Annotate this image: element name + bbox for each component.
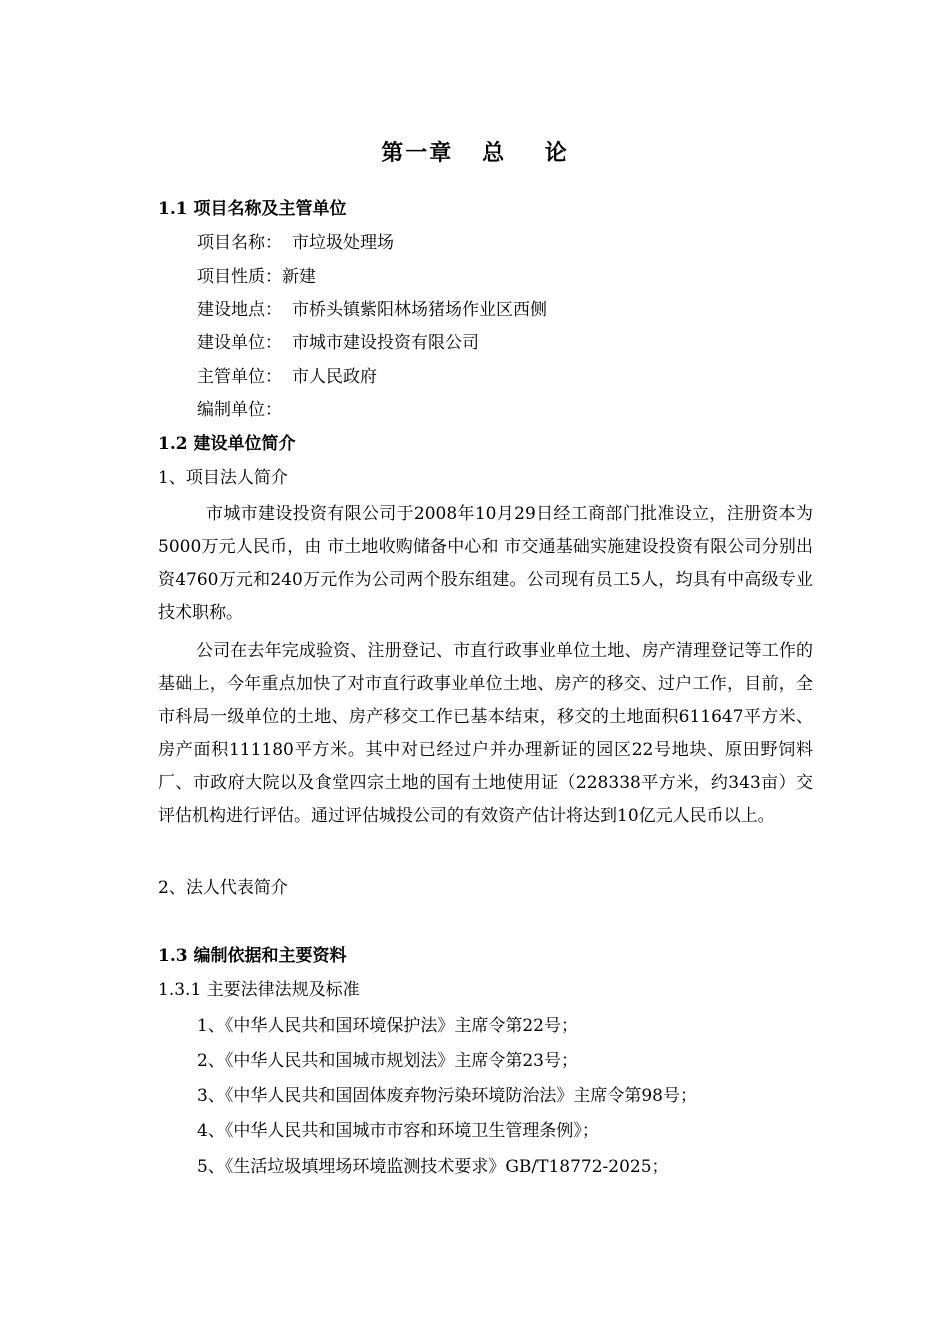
section-1-2-heading: 1.2 建设单位简介 xyxy=(158,434,296,454)
list-item: 4、《中华人民共和国城市市容和环境卫生管理条例》； xyxy=(197,1121,599,1141)
field-label: 建设单位： xyxy=(197,333,282,353)
field-value: 市桥头镇紫阳林场猪场作业区西侧 xyxy=(292,300,547,320)
field-label: 建设地点： xyxy=(197,300,282,320)
field-label: 编制单位： xyxy=(197,400,282,420)
field-label: 主管单位： xyxy=(197,367,282,387)
field-value: 市垃圾处理场 xyxy=(292,233,394,253)
field-value: 市城市建设投资有限公司 xyxy=(292,333,479,353)
subsection-legal-person: 1、项目法人简介 xyxy=(158,468,288,488)
section-1-3-heading: 1.3 编制依据和主要资料 xyxy=(158,946,347,966)
field-value: 新建 xyxy=(282,267,316,287)
field-supervising-unit xyxy=(197,365,377,389)
field-compiling-unit xyxy=(197,398,282,422)
list-item: 1、《中华人民共和国环境保护法》主席令第22号； xyxy=(197,1016,578,1036)
field-project-name xyxy=(197,231,394,255)
field-site-location xyxy=(197,298,547,322)
list-item: 3、《中华人民共和国固体废弃物污染环境防治法》主席令第98号； xyxy=(197,1086,697,1106)
subsection-legal-representative: 2、法人代表简介 xyxy=(158,878,288,898)
field-project-nature xyxy=(197,265,316,289)
list-item: 2、《中华人民共和国城市规划法》主席令第23号； xyxy=(197,1051,578,1071)
paragraph-company-work: 公司在去年完成验资、注册登记、市直行政事业单位土地、房产清理登记等工作的基础上，今年重点加快了对市直行政事业单位土地、房产的移交、过户工作，目前，全市科局一级单位的土地、房产移交工作已基本结束，移交的土地面积611647平方米、房产面积111180平方米。其中对已经过户并办理新证的园区22号地块、原田野饲料厂、市政府大院以及食堂四宗土地的国有土地使用证（228338平方米，约343亩）交评估机构进行评估。通过评估城投公司的有效资产估计将达到10亿元人民币以上。 xyxy=(158,641,813,826)
field-label: 项目性质： xyxy=(197,267,282,287)
field-construction-unit xyxy=(197,331,479,355)
field-label: 项目名称： xyxy=(197,233,282,253)
paragraph-company-intro: 市城市建设投资有限公司于2008年10月29日经工商部门批准设立，注册资本为5000万元人民币，由 市土地收购储备中心和 市交通基础实施建设投资有限公司分别出资4760万元和240万元作为公司两个股东组建。公司现有员工5人，均具有中高级专业技术职称。 xyxy=(158,504,813,623)
section-1-1-heading: 1.1 项目名称及主管单位 xyxy=(158,199,347,219)
chapter-title: 第一章 总 论 xyxy=(381,140,569,166)
list-item: 5、《生活垃圾填埋场环境监测技术要求》GB/T18772-2025； xyxy=(197,1157,669,1177)
subsection-laws-standards: 1.3.1 主要法律法规及标准 xyxy=(158,980,360,1000)
field-value: 市人民政府 xyxy=(292,367,377,387)
